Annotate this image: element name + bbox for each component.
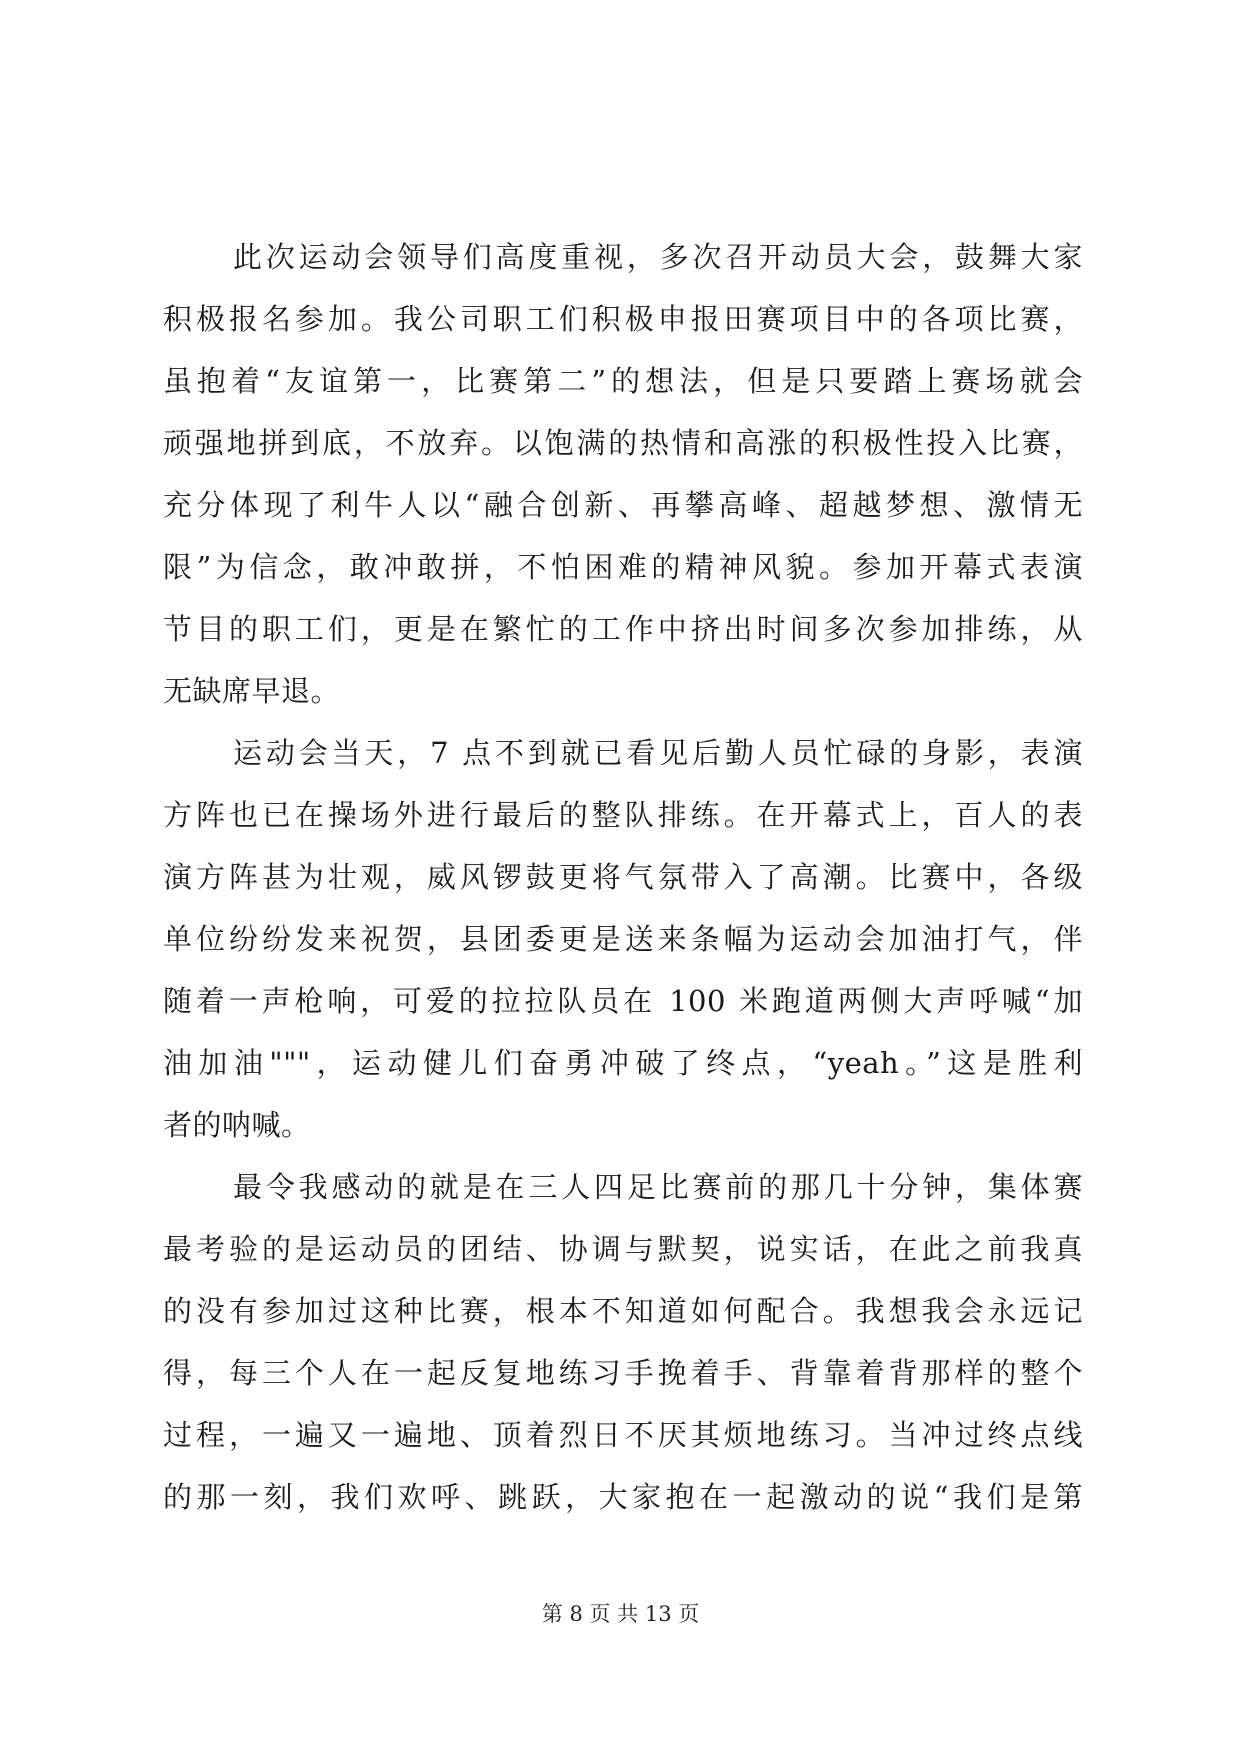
body-text <box>163 226 1083 1528</box>
text-line: 单位纷纷发来祝贺，县团委更是送来条幅为运动会加油打气，伴 <box>163 922 1083 956</box>
paragraph <box>163 1156 1083 1528</box>
text-line: 随着一声枪响，可爱的拉拉队员在 100 米跑道两侧大声呼喊“加 <box>163 984 1083 1018</box>
text-line: 运动会当天，7 点不到就已看见后勤人员忙碌的身影，表演 <box>233 736 1083 770</box>
text-line: 最考验的是运动员的团结、协调与默契，说实话，在此之前我真 <box>163 1232 1083 1266</box>
text-line: 积极报名参加。我公司职工们积极申报田赛项目中的各项比赛， <box>163 302 1083 336</box>
text-line: 方阵也已在操场外进行最后的整队排练。在开幕式上，百人的表 <box>163 798 1083 832</box>
text-line: 无缺席早退。 <box>163 674 341 708</box>
text-line: 虽抱着“友谊第一，比赛第二”的想法，但是只要踏上赛场就会 <box>163 364 1083 398</box>
text-line: 过程，一遍又一遍地、顶着烈日不厌其烦地练习。当冲过终点线 <box>163 1418 1083 1452</box>
paragraph <box>163 722 1083 1156</box>
text-line: 充分体现了利牛人以“融合创新、再攀高峰、超越梦想、激情无 <box>163 488 1083 522</box>
text-line: 的那一刻，我们欢呼、跳跃，大家抱在一起激动的说“我们是第 <box>163 1480 1083 1514</box>
text-line: 演方阵甚为壮观，威风锣鼓更将气氛带入了高潮。比赛中，各级 <box>163 860 1083 894</box>
page-number-footer: 第 8 页 共 13 页 <box>541 1602 700 1626</box>
text-line: 者的呐喊。 <box>163 1108 311 1142</box>
text-line: 油加油"""，运动健儿们奋勇冲破了终点，“yeah。”这是胜利 <box>163 1046 1083 1080</box>
paragraph <box>163 226 1083 722</box>
text-line: 的没有参加过这种比赛，根本不知道如何配合。我想我会永远记 <box>163 1294 1083 1328</box>
text-line: 节目的职工们，更是在繁忙的工作中挤出时间多次参加排练，从 <box>163 612 1083 646</box>
text-line: 限”为信念，敢冲敢拼，不怕困难的精神风貌。参加开幕式表演 <box>163 550 1083 584</box>
text-line: 最令我感动的就是在三人四足比赛前的那几十分钟，集体赛 <box>233 1170 1083 1204</box>
text-line: 此次运动会领导们高度重视，多次召开动员大会，鼓舞大家 <box>233 240 1083 274</box>
text-line: 顽强地拼到底，不放弃。以饱满的热情和高涨的积极性投入比赛， <box>163 426 1083 460</box>
text-line: 得，每三个人在一起反复地练习手挽着手、背靠着背那样的整个 <box>163 1356 1083 1390</box>
